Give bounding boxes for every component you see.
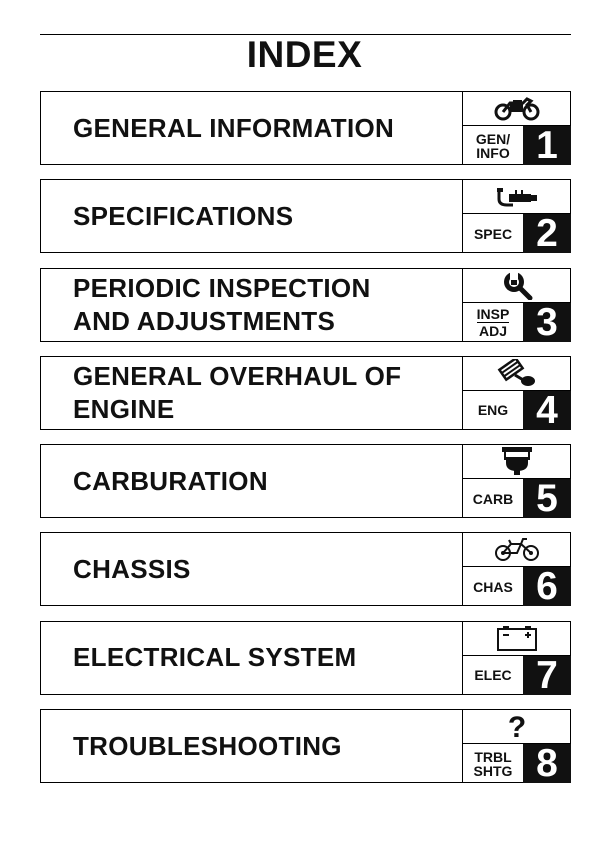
index-entry-troubleshooting[interactable] <box>40 709 571 786</box>
section-tab <box>462 356 571 430</box>
section-number: 6 <box>523 567 571 606</box>
motorcycle-icon <box>463 91 571 126</box>
section-label: PERIODIC INSPECTION AND ADJUSTMENTS <box>73 272 371 336</box>
section-abbreviation: INSP ADJ <box>476 305 510 339</box>
section-number: 4 <box>523 391 571 430</box>
wrench-icon <box>463 268 571 303</box>
svg-text:?: ? <box>507 711 527 742</box>
section-number: 2 <box>523 214 571 253</box>
section-number: 5 <box>523 479 571 518</box>
section-abbreviation: ENG <box>477 402 509 419</box>
page-title: INDEX <box>246 34 363 75</box>
section-number: 7 <box>523 656 571 695</box>
index-entry-electrical-system[interactable] <box>40 621 571 695</box>
index-entry-specifications[interactable] <box>40 179 571 256</box>
section-label: GENERAL INFORMATION <box>73 112 395 143</box>
section-label: ELECTRICAL SYSTEM <box>73 642 357 673</box>
section-tab <box>462 179 571 256</box>
carburetor-icon <box>463 444 571 479</box>
section-label: CARBURATION <box>73 465 268 496</box>
section-label: GENERAL OVERHAUL OF ENGINE <box>73 360 402 424</box>
section-abbreviation: CARB <box>472 490 514 507</box>
section-label: SPECIFICATIONS <box>73 200 294 231</box>
section-label: CHASSIS <box>73 553 191 584</box>
section-number: 8 <box>523 744 571 783</box>
bicycle-frame-icon <box>463 532 571 567</box>
section-tab <box>462 444 571 521</box>
section-abbreviation: SPEC <box>473 225 513 242</box>
section-label: TROUBLESHOOTING <box>73 730 342 761</box>
index-entry-periodic-inspection[interactable] <box>40 268 571 342</box>
section-abbreviation: TRBL SHTG <box>473 748 513 779</box>
index-entry-engine-overhaul[interactable] <box>40 356 571 430</box>
section-number: 1 <box>523 126 571 165</box>
section-tab <box>462 709 571 786</box>
section-tab <box>462 91 571 165</box>
section-abbreviation: GEN/ INFO <box>475 130 511 161</box>
battery-icon <box>463 621 571 656</box>
section-tab <box>462 621 571 695</box>
section-number: 3 <box>523 303 571 342</box>
section-abbreviation: ELEC <box>474 667 512 684</box>
index-list <box>40 91 571 797</box>
index-entry-chassis[interactable] <box>40 532 571 609</box>
section-abbreviation: CHAS <box>473 578 513 595</box>
micrometer-icon <box>463 179 571 214</box>
piston-icon <box>463 356 571 391</box>
index-entry-general-information[interactable] <box>40 91 571 165</box>
section-tab <box>462 268 571 342</box>
index-entry-carburation[interactable] <box>40 444 571 521</box>
question-mark-icon <box>463 709 571 744</box>
section-tab <box>462 532 571 609</box>
